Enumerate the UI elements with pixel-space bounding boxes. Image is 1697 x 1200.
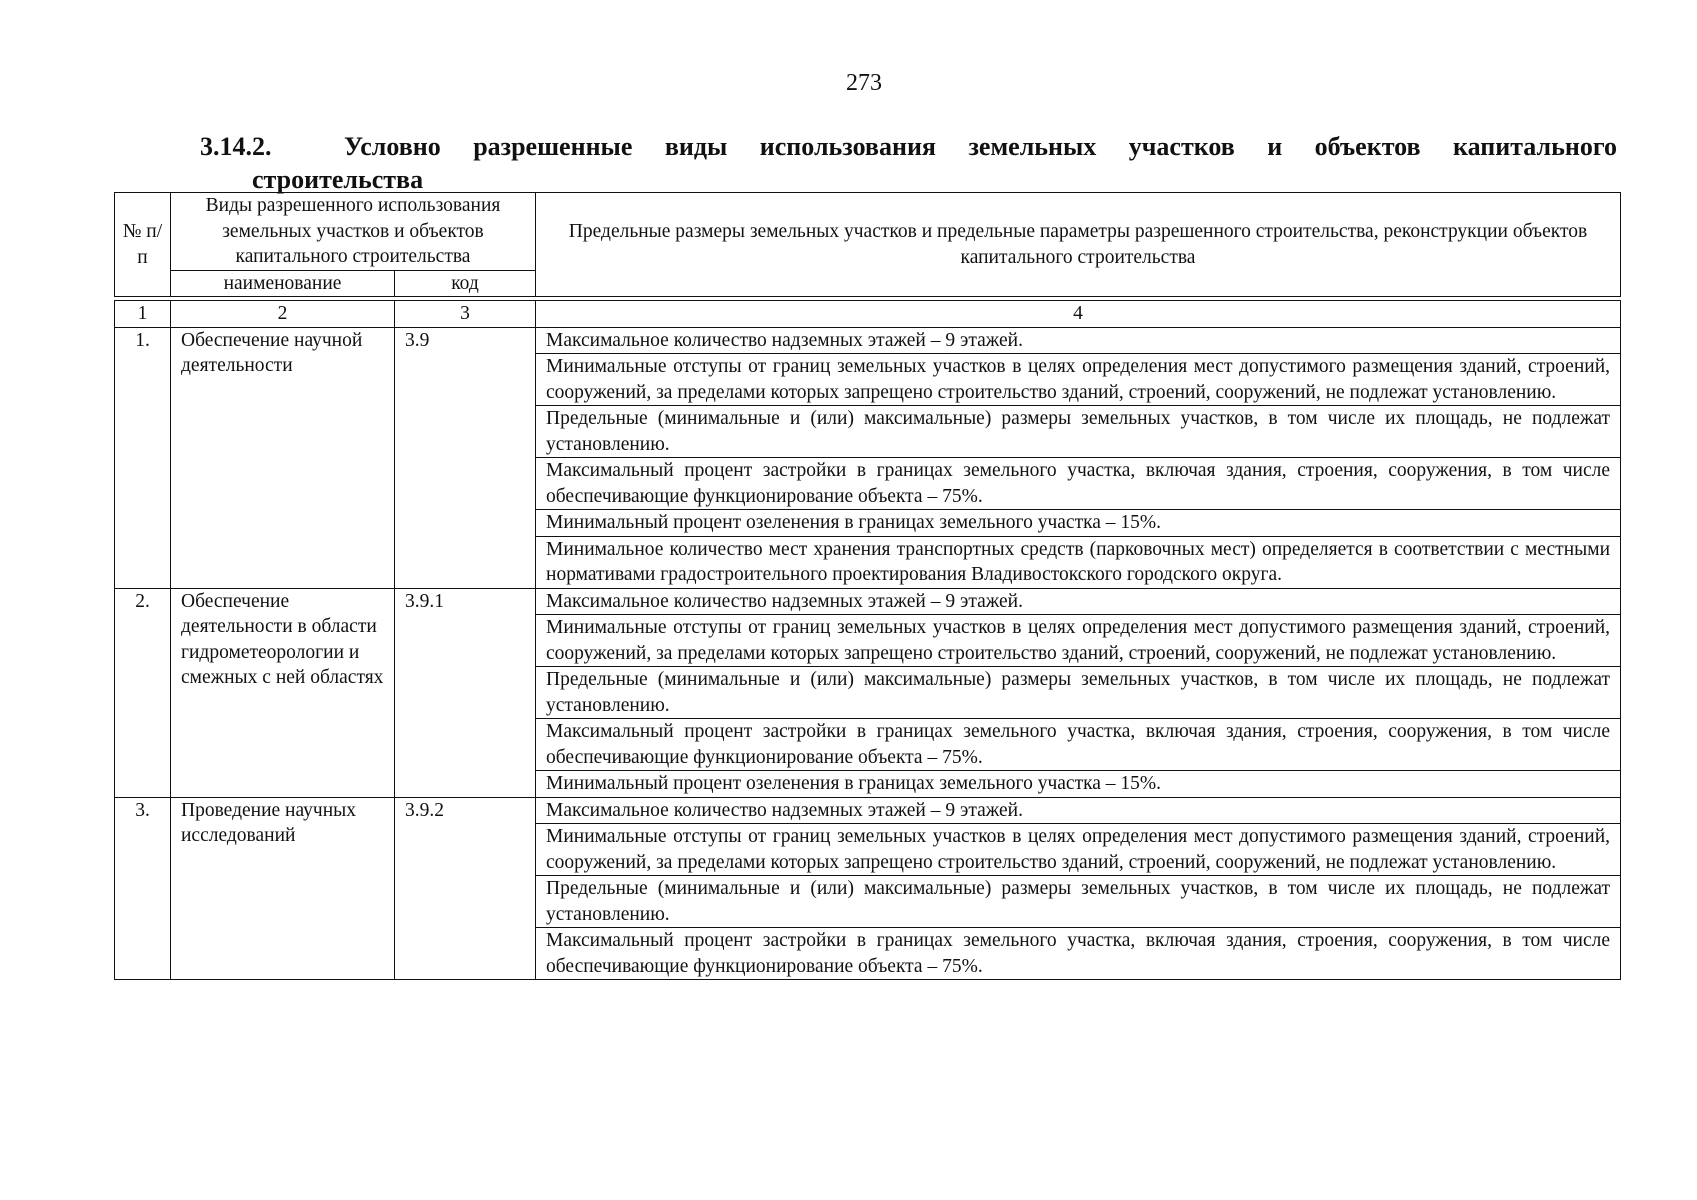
header-types: Виды разрешенного использования земельных участков и объектов капитального строительства — [171, 193, 536, 271]
param-cell: Минимальные отступы от границ земельных участков в целях определения мест допустимого размещения зданий, строений, сооружений, за пределами которых запрещено строительство зданий, строений, сооружений, не подлежат установлению. — [536, 824, 1621, 876]
section-title-word: виды — [664, 132, 728, 161]
section-title-word: капитального — [1452, 132, 1617, 161]
header-name: наименование — [171, 270, 395, 297]
page-number: 273 — [846, 70, 882, 96]
section-title-word: использования — [759, 132, 936, 161]
param-cell: Минимальные отступы от границ земельных участков в целях определения мест допустимого размещения зданий, строений, сооружений, за пределами которых запрещено строительство зданий, строений, сооружений, не подлежат установлению. — [536, 615, 1621, 667]
row-number: 1. — [115, 327, 171, 588]
param-cell: Максимальный процент застройки в границах земельного участка, включая здания, строения, сооружения, в том числе обеспечивающие функционирование объекта – 75%. — [536, 719, 1621, 771]
section-number: 3.14.2. — [200, 132, 272, 161]
use-name: Проведение научных исследований — [171, 797, 395, 980]
section-title-word: участков — [1128, 132, 1235, 161]
table-body — [115, 297, 1621, 980]
section-title-line1 — [200, 130, 1617, 163]
index-row — [115, 301, 1621, 328]
param-cell: Минимальный процент озеленения в границах земельного участка – 15%. — [536, 510, 1621, 537]
table-row — [115, 797, 1621, 824]
param-cell: Предельные (минимальные и (или) максимальные) размеры земельных участков, в том числе их площадь, не подлежат установлению. — [536, 406, 1621, 458]
use-code: 3.9.1 — [395, 588, 536, 797]
use-name: Обеспечение научной деятельности — [171, 327, 395, 588]
param-cell: Максимальный процент застройки в границах земельного участка, включая здания, строения, сооружения, в том числе обеспечивающие функционирование объекта – 75%. — [536, 458, 1621, 510]
section-title-word: Условно — [343, 132, 441, 161]
param-cell: Минимальный процент озеленения в границах земельного участка – 15%. — [536, 771, 1621, 798]
param-cell: Предельные (минимальные и (или) максимальные) размеры земельных участков, в том числе их площадь, не подлежат установлению. — [536, 876, 1621, 928]
section-title — [200, 130, 1617, 196]
row-number: 3. — [115, 797, 171, 980]
section-title-word: объектов — [1314, 132, 1421, 161]
section-title-line2: строительства — [252, 165, 424, 194]
index-cell: 2 — [171, 301, 395, 328]
table-row — [115, 588, 1621, 615]
param-cell: Минимальные отступы от границ земельных участков в целях определения мест допустимого размещения зданий, строений, сооружений, за пределами которых запрещено строительство зданий, строений, сооружений, не подлежат установлению. — [536, 354, 1621, 406]
section-title-word: земельных — [968, 132, 1097, 161]
header-num: № п/п — [115, 193, 171, 297]
index-cell: 4 — [536, 301, 1621, 328]
table-row — [115, 327, 1621, 354]
header-code: код — [395, 270, 536, 297]
param-cell: Максимальное количество надземных этажей – 9 этажей. — [536, 797, 1621, 824]
param-cell: Максимальный процент застройки в границах земельного участка, включая здания, строения, сооружения, в том числе обеспечивающие функционирование объекта – 75%. — [536, 928, 1621, 980]
index-cell: 3 — [395, 301, 536, 328]
index-cell: 1 — [115, 301, 171, 328]
param-cell: Максимальное количество надземных этажей – 9 этажей. — [536, 588, 1621, 615]
use-code: 3.9 — [395, 327, 536, 588]
header-params: Предельные размеры земельных участков и предельные параметры разрешенного строительства, реконструкции объектов капитального строительства — [536, 193, 1621, 297]
use-code: 3.9.2 — [395, 797, 536, 980]
row-number: 2. — [115, 588, 171, 797]
section-title-word: разрешенные — [473, 132, 633, 161]
param-cell: Предельные (минимальные и (или) максимальные) размеры земельных участков, в том числе их площадь, не подлежат установлению. — [536, 667, 1621, 719]
param-cell: Минимальное количество мест хранения транспортных средств (парковочных мест) определяется в соответствии с местными нормативами градостроительного проектирования Владивостокского городского округа. — [536, 536, 1621, 588]
section-title-word: и — [1267, 132, 1283, 161]
land-use-table — [114, 192, 1621, 980]
param-cell: Максимальное количество надземных этажей – 9 этажей. — [536, 327, 1621, 354]
use-name: Обеспечение деятельности в области гидрометеорологии и смежных с ней областях — [171, 588, 395, 797]
